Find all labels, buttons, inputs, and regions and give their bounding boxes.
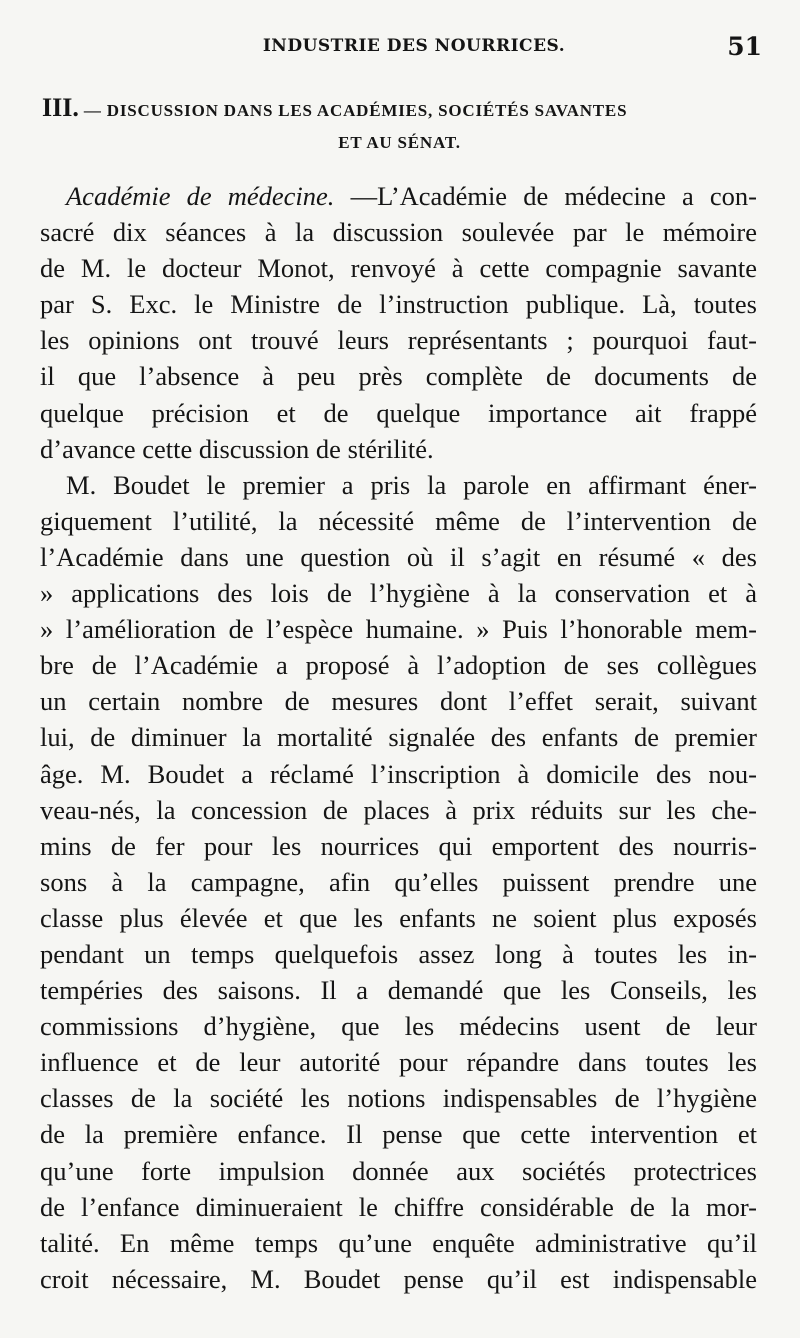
- text-line: » l’amélioration de l’espèce humaine. » Puis l’honorable mem-: [40, 614, 757, 645]
- text-line: les opinions ont trouvé leurs représentants ; pourquoi faut-: [40, 325, 757, 356]
- italic-lead: Académie de médecine.: [66, 181, 335, 211]
- running-title: INDUSTRIE DES NOURRICES.: [262, 36, 566, 56]
- paragraph-boudet: [40, 467, 757, 1297]
- text-line: bre de l’Académie a proposé à l’adoption de ses collègues: [40, 650, 757, 681]
- text-line: sons à la campagne, afin qu’elles puissent prendre une: [40, 866, 757, 897]
- text-line: de la première enfance. Il pense que cette intervention et: [40, 1119, 757, 1150]
- text-line: l’Académie dans une question où il s’agit en résumé « des: [40, 541, 757, 572]
- text-line: influence et de leur autorité pour répandre dans toutes les: [40, 1047, 757, 1078]
- body-text: [40, 178, 757, 1297]
- section-title-line-2: ET AU SÉNAT.: [338, 133, 461, 152]
- text-line: de l’enfance diminueraient le chiffre considérable de la mor-: [40, 1191, 757, 1222]
- text-line: talité. En même temps qu’une enquête administrative qu’il: [40, 1227, 757, 1258]
- text-line: veau-nés, la concession de places à prix réduits sur les che-: [40, 794, 757, 825]
- page-number: 51: [727, 32, 762, 61]
- text-line: âge. M. Boudet a réclamé l’inscription à domicile des nou-: [40, 758, 757, 789]
- text-line: il que l’absence à peu près complète de documents de: [40, 361, 757, 392]
- paragraph-academie: [40, 178, 757, 467]
- text-line: un certain nombre de mesures dont l’effet serait, suivant: [40, 686, 757, 717]
- text-line: lui, de diminuer la mortalité signalée des enfants de premier: [40, 722, 757, 753]
- text-line: qu’une forte impulsion donnée aux sociétés protectrices: [40, 1155, 757, 1186]
- section-title-line-1: — DISCUSSION DANS LES ACADÉMIES, SOCIÉTÉS SAVANTES: [83, 101, 628, 120]
- section-heading: [42, 92, 757, 159]
- text-line: d’avance cette discussion de stérilité.: [40, 433, 434, 464]
- text-line: de M. le docteur Monot, renvoyé à cette compagnie savante: [40, 253, 757, 284]
- text-line: classes de la société les notions indispensables de l’hygiène: [40, 1083, 757, 1114]
- text-line: quelque précision et de quelque importance ait frappé: [40, 397, 757, 428]
- text-line: pendant un temps quelquefois assez long à toutes les in-: [40, 938, 757, 969]
- section-heading-line-1: [42, 92, 757, 127]
- text-line: giquement l’utilité, la nécessité même de l’intervention de: [40, 505, 757, 536]
- text-line: » applications des lois de l’hygiène à la conservation et à: [40, 578, 757, 609]
- text-line: commissions d’hygiène, que les médecins usent de leur: [40, 1011, 757, 1042]
- text-line: sacré dix séances à la discussion soulevée par le mémoire: [40, 217, 757, 248]
- text-line: classe plus élevée et que les enfants ne soient plus exposés: [40, 902, 757, 933]
- text-line-content: —L’Académie de médecine a con-: [350, 181, 757, 211]
- text-line: tempéries des saisons. Il a demandé que les Conseils, les: [40, 975, 757, 1006]
- text-line: M. Boudet le premier a pris la parole en affirmant éner-: [66, 469, 757, 500]
- section-number: III.: [42, 93, 79, 122]
- text-line: par S. Exc. le Ministre de l’instruction publique. Là, toutes: [40, 289, 757, 320]
- text-line: [40, 178, 757, 214]
- running-header: [40, 32, 768, 66]
- text-line: mins de fer pour les nourrices qui emportent des nourris-: [40, 830, 757, 861]
- text-line: croit nécessaire, M. Boudet pense qu’il est indispensable: [40, 1263, 757, 1294]
